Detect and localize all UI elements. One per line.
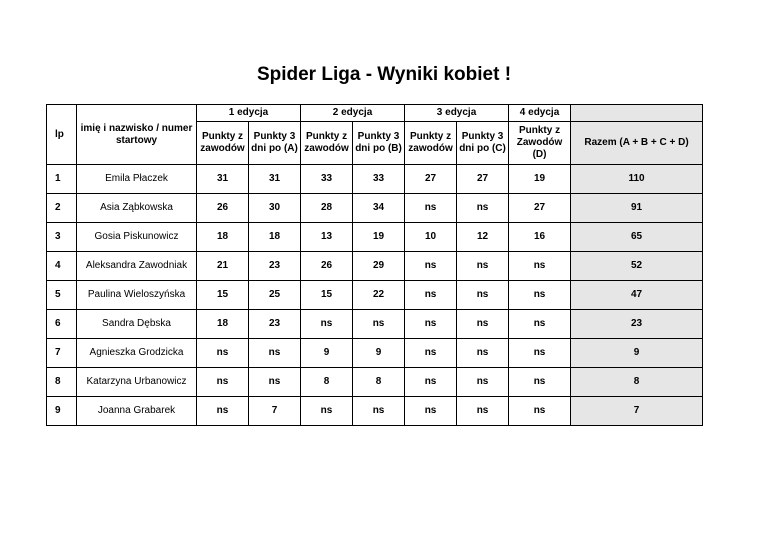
header-edition-2: 2 edycja xyxy=(301,105,405,122)
table-row xyxy=(47,397,703,426)
cell-points-2: 28 xyxy=(301,194,353,223)
cell-points-1: ns xyxy=(197,397,249,426)
cell-points-a: 31 xyxy=(249,165,301,194)
cell-points-c: ns xyxy=(457,339,509,368)
cell-lp: 4 xyxy=(47,252,77,281)
cell-points-2: 15 xyxy=(301,281,353,310)
header-edition-3: 3 edycja xyxy=(405,105,509,122)
cell-name: Katarzyna Urbanowicz xyxy=(77,368,197,397)
cell-name: Aleksandra Zawodniak xyxy=(77,252,197,281)
cell-points-a: 30 xyxy=(249,194,301,223)
cell-points-a: 23 xyxy=(249,310,301,339)
cell-points-2: ns xyxy=(301,310,353,339)
cell-points-c: ns xyxy=(457,194,509,223)
cell-points-d: 19 xyxy=(509,165,571,194)
cell-lp: 5 xyxy=(47,281,77,310)
cell-points-b: 34 xyxy=(353,194,405,223)
cell-points-d: ns xyxy=(509,252,571,281)
table-row xyxy=(47,310,703,339)
cell-points-1: 31 xyxy=(197,165,249,194)
header-points-a: Punkty 3 dni po (A) xyxy=(249,122,301,165)
cell-points-2: 13 xyxy=(301,223,353,252)
header-points-1: Punkty z zawodów xyxy=(197,122,249,165)
cell-points-3: ns xyxy=(405,397,457,426)
cell-points-d: ns xyxy=(509,397,571,426)
cell-points-b: 22 xyxy=(353,281,405,310)
cell-total: 110 xyxy=(571,165,703,194)
cell-lp: 9 xyxy=(47,397,77,426)
cell-points-1: 26 xyxy=(197,194,249,223)
cell-points-1: 21 xyxy=(197,252,249,281)
cell-points-c: ns xyxy=(457,281,509,310)
cell-points-a: 23 xyxy=(249,252,301,281)
cell-name: Agnieszka Grodzicka xyxy=(77,339,197,368)
cell-points-3: 10 xyxy=(405,223,457,252)
header-lp: lp xyxy=(47,105,77,165)
table-row xyxy=(47,281,703,310)
results-table xyxy=(46,104,703,426)
header-edition-4: 4 edycja xyxy=(509,105,571,122)
header-points-3: Punkty z zawodów xyxy=(405,122,457,165)
cell-points-3: ns xyxy=(405,281,457,310)
cell-points-a: ns xyxy=(249,339,301,368)
cell-points-a: 25 xyxy=(249,281,301,310)
cell-points-2: 26 xyxy=(301,252,353,281)
cell-points-d: 16 xyxy=(509,223,571,252)
header-total: Razem (A + B + C + D) xyxy=(571,122,703,165)
cell-points-a: 18 xyxy=(249,223,301,252)
cell-points-b: ns xyxy=(353,310,405,339)
page-title: Spider Liga - Wyniki kobiet ! xyxy=(256,64,512,85)
cell-total: 91 xyxy=(571,194,703,223)
header-points-d: Punkty z Zawodów (D) xyxy=(509,122,571,165)
cell-lp: 3 xyxy=(47,223,77,252)
cell-points-3: ns xyxy=(405,252,457,281)
cell-points-3: ns xyxy=(405,368,457,397)
cell-points-b: 9 xyxy=(353,339,405,368)
cell-lp: 6 xyxy=(47,310,77,339)
cell-name: Asia Ząbkowska xyxy=(77,194,197,223)
header-edition-1: 1 edycja xyxy=(197,105,301,122)
cell-lp: 7 xyxy=(47,339,77,368)
cell-points-c: ns xyxy=(457,368,509,397)
cell-points-2: 33 xyxy=(301,165,353,194)
cell-points-1: 18 xyxy=(197,310,249,339)
cell-points-a: 7 xyxy=(249,397,301,426)
cell-total: 8 xyxy=(571,368,703,397)
cell-points-a: ns xyxy=(249,368,301,397)
cell-lp: 2 xyxy=(47,194,77,223)
cell-points-b: 33 xyxy=(353,165,405,194)
cell-total: 23 xyxy=(571,310,703,339)
cell-points-b: 8 xyxy=(353,368,405,397)
cell-total: 7 xyxy=(571,397,703,426)
table-header-row xyxy=(47,105,703,122)
cell-points-b: 29 xyxy=(353,252,405,281)
table-row xyxy=(47,194,703,223)
cell-points-3: ns xyxy=(405,194,457,223)
cell-name: Emila Płaczek xyxy=(77,165,197,194)
cell-points-b: 19 xyxy=(353,223,405,252)
cell-points-d: ns xyxy=(509,310,571,339)
cell-points-3: ns xyxy=(405,310,457,339)
cell-points-c: ns xyxy=(457,397,509,426)
cell-points-c: 27 xyxy=(457,165,509,194)
cell-name: Joanna Grabarek xyxy=(77,397,197,426)
header-name: imię i nazwisko / numer startowy xyxy=(77,105,197,165)
header-points-2: Punkty z zawodów xyxy=(301,122,353,165)
cell-total: 47 xyxy=(571,281,703,310)
cell-name: Gosia Piskunowicz xyxy=(77,223,197,252)
cell-points-d: 27 xyxy=(509,194,571,223)
table-row xyxy=(47,339,703,368)
cell-points-b: ns xyxy=(353,397,405,426)
header-total-top xyxy=(571,105,703,122)
cell-total: 9 xyxy=(571,339,703,368)
cell-points-c: ns xyxy=(457,252,509,281)
cell-name: Sandra Dębska xyxy=(77,310,197,339)
cell-points-d: ns xyxy=(509,368,571,397)
cell-points-1: 15 xyxy=(197,281,249,310)
cell-points-2: ns xyxy=(301,397,353,426)
cell-total: 65 xyxy=(571,223,703,252)
cell-points-3: 27 xyxy=(405,165,457,194)
cell-lp: 8 xyxy=(47,368,77,397)
table-row xyxy=(47,252,703,281)
table-row xyxy=(47,223,703,252)
cell-points-2: 9 xyxy=(301,339,353,368)
cell-points-1: 18 xyxy=(197,223,249,252)
cell-points-1: ns xyxy=(197,339,249,368)
header-points-c: Punkty 3 dni po (C) xyxy=(457,122,509,165)
header-points-b: Punkty 3 dni po (B) xyxy=(353,122,405,165)
table-row xyxy=(47,368,703,397)
cell-points-c: ns xyxy=(457,310,509,339)
cell-points-1: ns xyxy=(197,368,249,397)
cell-total: 52 xyxy=(571,252,703,281)
cell-points-c: 12 xyxy=(457,223,509,252)
cell-points-d: ns xyxy=(509,339,571,368)
cell-lp: 1 xyxy=(47,165,77,194)
table-row xyxy=(47,165,703,194)
cell-points-2: 8 xyxy=(301,368,353,397)
cell-name: Paulina Wieloszyńska xyxy=(77,281,197,310)
cell-points-3: ns xyxy=(405,339,457,368)
cell-points-d: ns xyxy=(509,281,571,310)
